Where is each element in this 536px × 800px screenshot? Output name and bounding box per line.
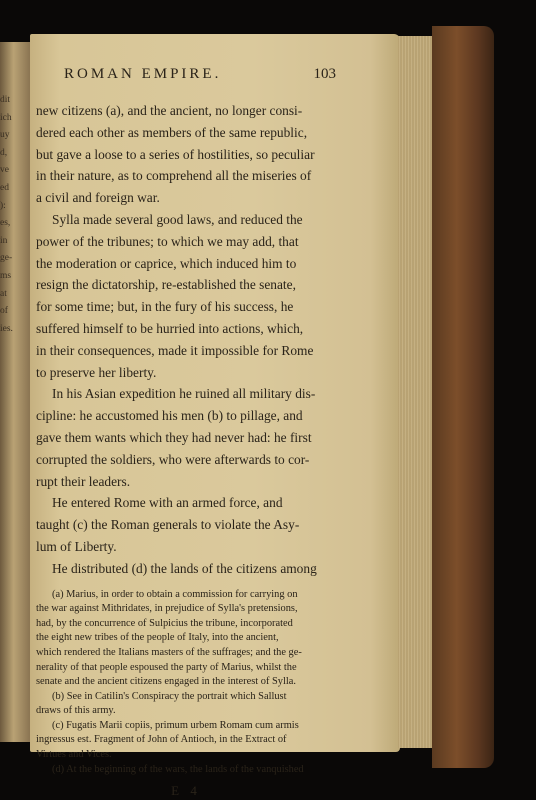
footnote-line: (b) See in Catilin's Conspiracy the portrait which Sallust: [52, 690, 287, 702]
left-fragment: at: [0, 288, 7, 299]
body-line: taught (c) the Roman generals to violate the Asy-: [36, 517, 300, 533]
footnote-line: senate and the ancient citizens engaged in the interest of Sylla.: [36, 676, 296, 688]
footnote-line: draws of this army.: [36, 705, 116, 717]
body-line: corrupted the soldiers, who were afterwards to cor-: [36, 451, 310, 467]
left-fragment: d,: [0, 147, 8, 158]
body-line: a civil and foreign war.: [36, 190, 160, 206]
body-line: for some time; but, in the fury of his success, he: [36, 299, 294, 315]
left-fragment: in: [0, 235, 8, 246]
footnote-line: had, by the concurrence of Sulpicius the tribune, incorporated: [36, 617, 293, 629]
page-number: 103: [313, 66, 336, 82]
left-fragment: dit: [0, 95, 11, 105]
body-line: but gave a loose to a series of hostilities, so peculiar: [36, 146, 315, 162]
body-line: In his Asian expedition he ruined all military dis-: [52, 386, 316, 402]
body-line: to preserve her liberty.: [36, 364, 157, 380]
body-line: new citizens (a), and the ancient, no longer consi-: [36, 103, 303, 118]
body-line: He entered Rome with an armed force, and: [52, 495, 283, 511]
body-line: suffered himself to be hurried into actions, which,: [36, 320, 304, 336]
running-title: ROMAN EMPIRE.: [64, 66, 222, 82]
book-cover-edge: [432, 26, 494, 768]
page-content: [36, 66, 336, 799]
body-line: dered each other as members of the same republic,: [36, 124, 308, 140]
body-line: gave them wants which they had never had: he first: [36, 429, 312, 445]
left-fragment: ed: [0, 182, 9, 193]
page-fore-edge: [398, 36, 434, 748]
footnotes: [36, 588, 336, 778]
left-fragment: ms: [0, 270, 12, 281]
footnote-line: the war against Mithridates, in prejudice of Sylla's pretensions,: [36, 603, 298, 615]
left-page-fragments: [0, 92, 30, 338]
body-line: He distributed (d) the lands of the citizens among: [52, 560, 317, 576]
footnote-line: Virtues and Vices.: [36, 749, 112, 761]
left-fragment: ge-: [0, 253, 13, 264]
footnote-line: ingressus est. Fragment of John of Antioch, in the Extract of: [36, 734, 287, 746]
body-text: [36, 100, 336, 580]
left-fragment: ):: [0, 200, 6, 211]
body-line: the moderation or caprice, which induced him to: [36, 255, 297, 271]
body-line: in their nature, as to comprehend all the miseries of: [36, 168, 312, 184]
body-line: Sylla made several good laws, and reduced the: [52, 211, 303, 227]
left-fragment: es,: [0, 218, 11, 229]
left-fragment: ies.: [0, 323, 13, 334]
body-line: cipline: he accustomed his men (b) to pillage, and: [36, 408, 303, 424]
body-line: rupt their leaders.: [36, 473, 131, 489]
body-line: lum of Liberty.: [36, 538, 117, 554]
left-fragment: ve: [0, 165, 9, 176]
footnote-line: (d) At the beginning of the wars, the lands of the vanquished: [52, 763, 304, 775]
body-line: power of the tribunes; to which we may add, that: [36, 233, 299, 249]
left-fragment: of: [0, 306, 8, 317]
footnote-line: nerality of that people espoused the party of Marius, whilst the: [36, 661, 297, 673]
left-fragment: ich: [0, 112, 12, 123]
footnote-line: (a) Marius, in order to obtain a commission for carrying on: [52, 588, 298, 600]
left-fragment: uy: [0, 130, 10, 141]
body-line: resign the dictatorship, re-established the senate,: [36, 277, 296, 293]
footnote-line: which rendered the Italians masters of the suffrages; and the ge-: [36, 646, 302, 658]
footnote-line: the eight new tribes of the people of Italy, into the ancient,: [36, 632, 279, 644]
running-header: [36, 66, 336, 86]
footnote-line: (c) Fugatis Marii copiis, primum urbem Romam cum armis: [52, 719, 299, 731]
signature-mark: E 4: [171, 783, 201, 799]
body-line: in their consequences, made it impossible for Rome: [36, 342, 314, 358]
